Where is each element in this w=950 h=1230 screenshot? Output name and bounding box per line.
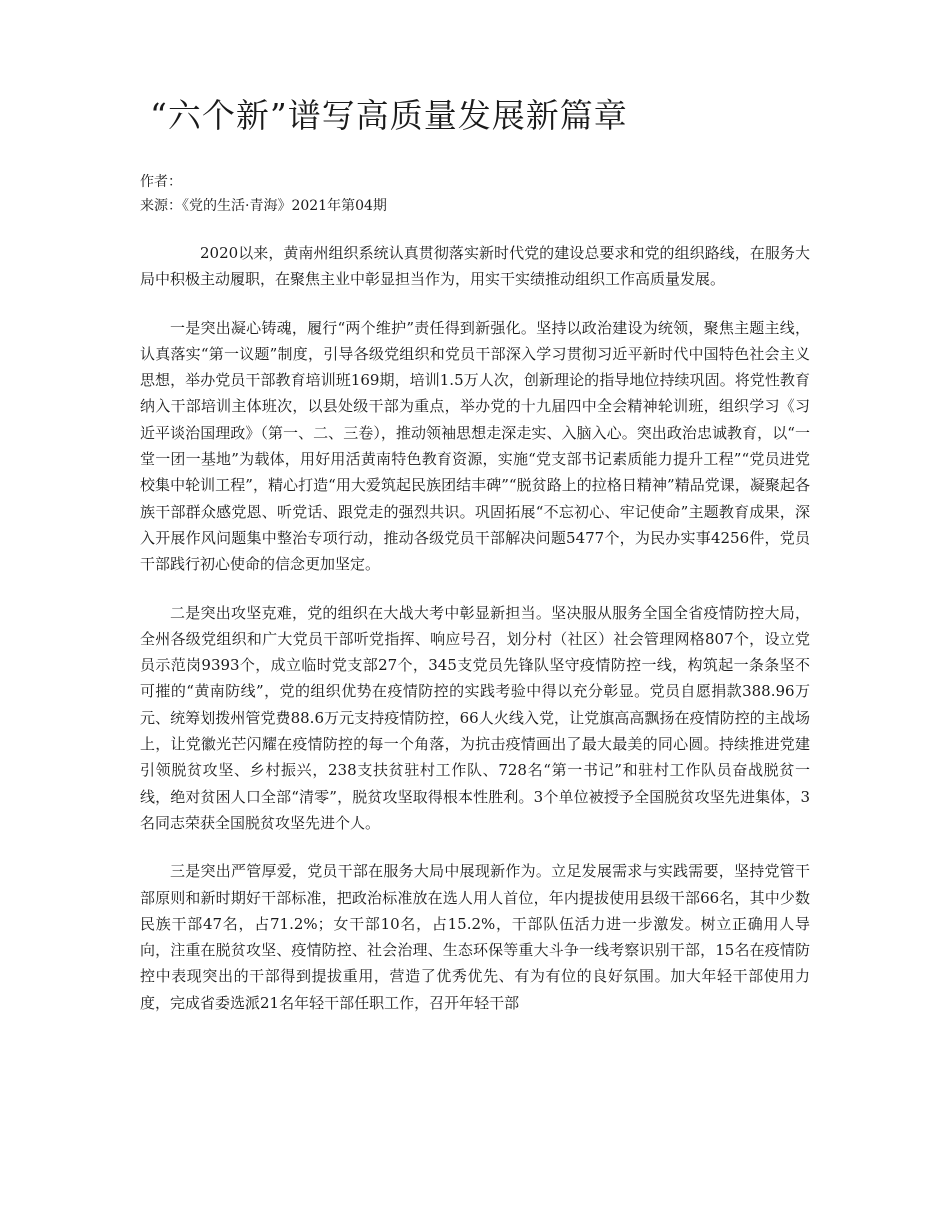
author-line: 作者： [140,174,182,190]
paragraph-three: 三是突出严管厚爱，党员干部在服务大局中展现新作为。立足发展需求与实践需要，坚持党管干部原则和新时期好干部标准，把政治标准放在选人用人首位，年内提拔使用县级干部66名，其中少数民族干部47名，占71.2%；女干部10名，占15.2%，干部队伍活力进一步激发。树立正确用人导向，注重在脱贫攻坚、疫情防控、社会治理、生态环保等重大斗争一线考察识别干部，15名在疫情防控中表现突出的干部得到提拔重用，营造了优秀优先、有为有位的良好氛围。加大年轻干部使用力度，完成省委选派21名年轻干部任职工作，召开年轻干部 [140,862,810,1012]
paragraph-one: 一是突出凝心铸魂，履行“两个维护”责任得到新强化。坚持以政治建设为统领，聚焦主题主线，认真落实“第一议题”制度，引导各级党组织和党员干部深入学习贯彻习近平新时代中国特色社会主义思想，举办党员干部教育培训班169期，培训1.5万人次，创新理论的指导地位持续巩固。将党性教育纳入干部培训主体班次，以县处级干部为重点，举办党的十九届四中全会精神轮训班，组织学习《习近平谈治国理政》（第一、二、三卷），推动领袖思想走深走实、入脑入心。突出政治忠诚教育，以“一堂一团一基地”为载体，用好用活黄南特色教育资源，实施“党支部书记素质能力提升工程”“党员进党校集中轮训工程”，精心打造“用大爱筑起民族团结丰碑”“脱贫路上的拉格日精神”精品党课，凝聚起各族干部群众感党恩、听党话、跟党走的强烈共识。巩固拓展“不忘初心、牢记使命”主题教育成果，深入开展作风问题集中整治专项行动，推动各级党员干部解决问题5477个，为民办实事4256件，党员干部践行初心使命的信念更加坚定。 [140,318,810,574]
article-title: “六个新”谱写高质量发展新篇章 [150,96,628,135]
article-body [140,240,810,1038]
source-line: 来源：《党的生活·青海》2021年第04期 [140,198,387,214]
paragraph-two: 二是突出攻坚克难，党的组织在大战大考中彰显新担当。坚决服从服务全国全省疫情防控大局，全州各级党组织和广大党员干部听党指挥、响应号召，划分村（社区）社会管理网格807个，设立党员示范岗9393个，成立临时党支部27个，345支党员先锋队坚守疫情防控一线，构筑起一条条坚不可摧的“黄南防线”，党的组织优势在疫情防控的实践考验中得以充分彰显。党员自愿捐款388.96万元、统筹划拨州管党费88.6万元支持疫情防控，66人火线入党，让党旗高高飘扬在疫情防控的主战场上，让党徽光芒闪耀在疫情防控的每一个角落，为抗击疫情画出了最大最美的同心圆。持续推进党建引领脱贫攻坚、乡村振兴，238支扶贫驻村工作队、728名“第一书记”和驻村工作队员奋战脱贫一线，绝对贫困人口全部“清零”，脱贫攻坚取得根本性胜利。3个单位被授予全国脱贫攻坚先进集体，3名同志荣获全国脱贫攻坚先进个人。 [140,603,810,832]
paragraph-intro: 2020以来，黄南州组织系统认真贯彻落实新时代党的建设总要求和党的组织路线，在服务大局中积极主动履职，在聚焦主业中彰显担当作为，用实干实绩推动组织工作高质量发展。 [140,244,810,289]
